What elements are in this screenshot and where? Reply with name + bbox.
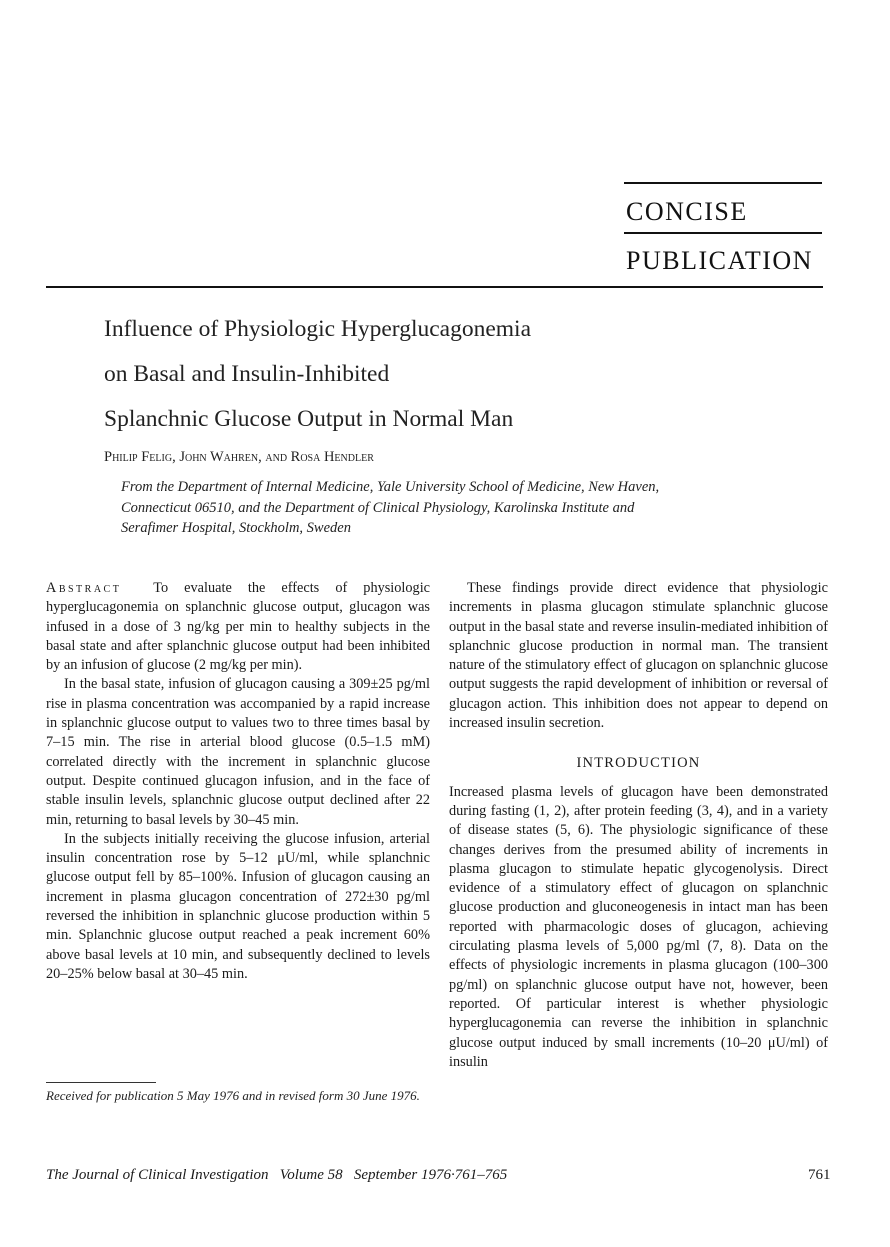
right-column <box>449 579 828 1072</box>
abstract-paragraph-2: In the basal state, infusion of glucagon causing a 309±25 pg/ml rise in plasma concentration was accompanied by a rapid increase in splanchnic glucose output to values two to three times basal by 7–15 min. The rise in arterial blood glucose (0.5–1.5 mM) correlated directly with the increment in splanchnic glucose output. Despite continued glucagon infusion, and in the face of stable insulin levels, splanchnic glucose output declined after 22 min, returning to basal levels by 30–45 min. <box>46 676 430 828</box>
title-line-1: Influence of Physiologic Hyperglucagonemia <box>104 316 532 342</box>
introduction-text: Increased plasma levels of glucagon have been demonstrated during fasting (1, 2), after protein feeding (3, 4), and in a variety of disease states (5, 6). The physiologic significance of these changes derives from the presumed ability of increments in plasma glucagon to stimulate hepatic glycogenolysis. Direct evidence of a stimulatory effect of glucagon on splanchnic glucose production and gluconeogenesis in intact man has been reported with pharmacologic doses of glucagon, achieving circulating plasma levels of 5,000 pg/ml (7, 8). Data on the effects of physiologic increments in plasma glucagon (100–300 pg/ml) on splanchnic glucose output have not, however, been reported. Of particular interest is whether physiologic hyperglucagonemia can reverse the inhibition in splanchnic glucose output induced by small increments (10–20 μU/ml) of insulin <box>449 783 828 1070</box>
abstract-paragraph-1 <box>46 579 430 675</box>
left-column <box>46 579 430 984</box>
banner-top-rule <box>624 182 822 184</box>
banner-publication: PUBLICATION <box>626 246 813 275</box>
banner-middle-rule <box>624 232 822 234</box>
affiliation: From the Department of Internal Medicine, Yale University School of Medicine, New Haven, Connecticut 06510, and the Department of Clinical Physiology, Karolinska Institute and Serafimer Hospital, Stockholm, Sweden <box>121 479 660 536</box>
title-line-3: Splanchnic Glucose Output in Normal Man <box>104 406 514 432</box>
article-title <box>104 307 664 442</box>
received-footnote: Received for publication 5 May 1976 and in revised form 30 June 1976. <box>46 1088 420 1103</box>
abstract-text-1: To evaluate the effects of physiologic hyperglucagonemia on splanchnic glucose output, glucagon was infused in a dose of 3 ng/kg per min to healthy subjects in the basal state and after splanchnic glucose output had been inhibited by an infusion of glucose (2 mg/kg per min). <box>46 580 431 674</box>
banner-concise: CONCISE <box>626 197 748 226</box>
abstract-paragraph-4: These findings provide direct evidence that physiologic increments in plasma glucagon stimulate splanchnic glucose output in the basal state and reverse insulin-mediated inhibition of splanchnic glucose production in normal man. The transient nature of the stimulatory effect of glucagon on splanchnic glucose output suggests the rapid development of inhibition or reversal of glucagon action. This inhibition does not appear to depend on increased insulin secretion. <box>449 580 828 732</box>
introduction-heading: INTRODUCTION <box>576 755 701 772</box>
abstract-label: Abstract <box>46 580 122 596</box>
title-line-2: on Basal and Insulin-Inhibited <box>104 361 390 387</box>
journal-footer: The Journal of Clinical Investigation Volume 58 September 1976·761–765 <box>46 1167 508 1183</box>
page-number: 761 <box>808 1167 831 1183</box>
authors: Philip Felig, John Wahren, and Rosa Hendler <box>104 449 374 465</box>
abstract-paragraph-3: In the subjects initially receiving the glucose infusion, arterial insulin concentration rose by 5–12 μU/ml, while splanchnic glucose output fell by 85–100%. Infusion of glucagon causing an increment in plasma glucagon concentration of 272±30 pg/ml reversed the inhibition in splanchnic glucose production within 5 min. Splanchnic glucose output reached a peak increment 60% above basal levels at 10 min, and subsequently declined to levels 20–25% below basal at 30–45 min. <box>46 830 430 982</box>
header-full-rule <box>46 286 823 288</box>
footnote-rule <box>46 1082 156 1083</box>
